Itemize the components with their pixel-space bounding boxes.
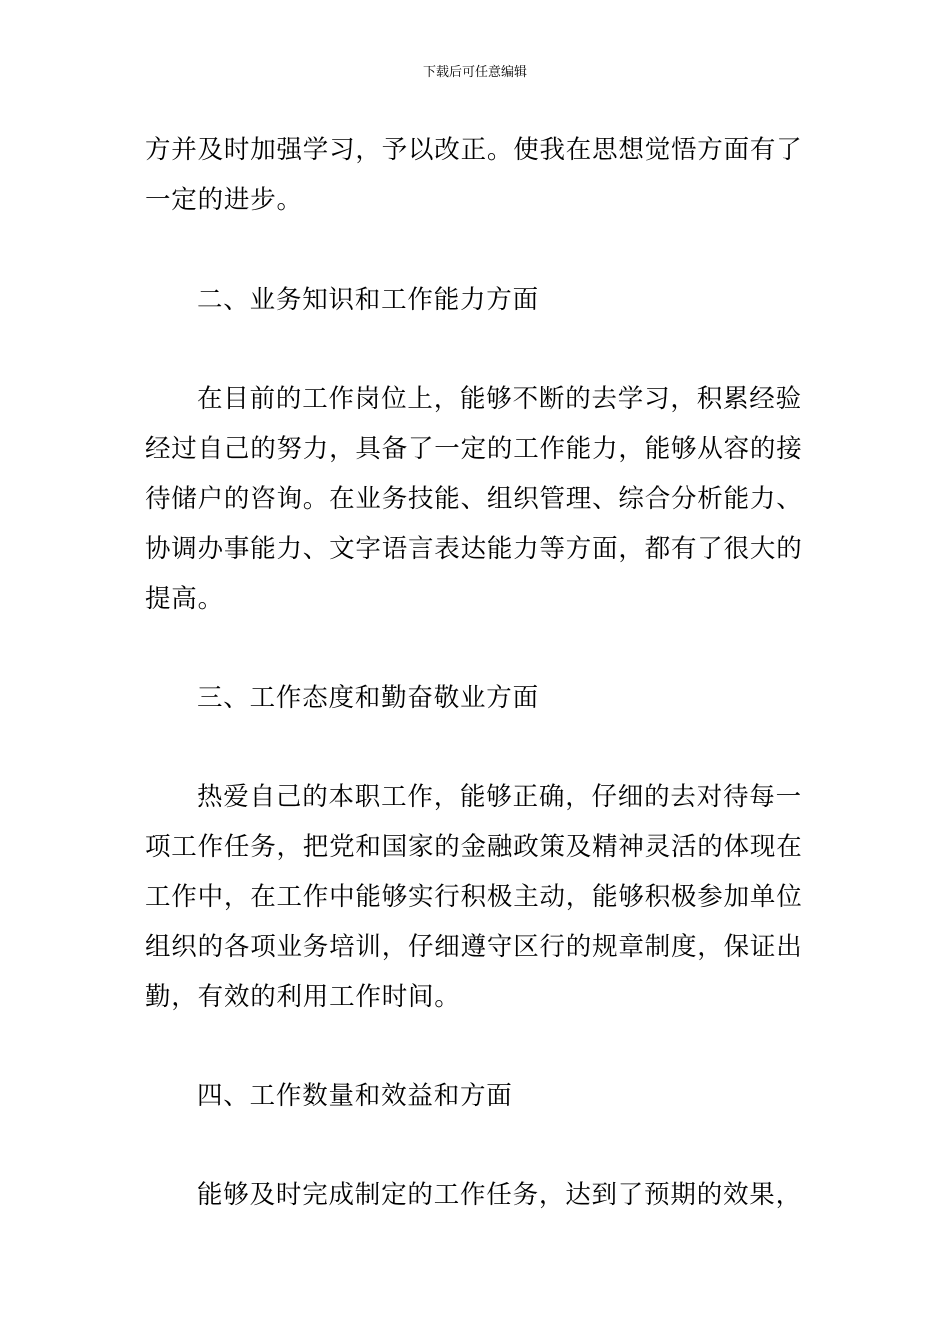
paragraph-section-2: 在目前的工作岗位上，能够不断的去学习，积累经验经过自己的努力，具备了一定的工作能力，能够从容的接待储户的咨询。在业务技能、组织管理、综合分析能力、协调办事能力、文字语言表达能力等方面，都有了很大的提高。 <box>145 384 803 614</box>
section-heading-4: 四、工作数量和效益和方面 <box>197 1081 513 1111</box>
paragraph-section-3: 热爱自己的本职工作，能够正确，仔细的去对待每一项工作任务，把党和国家的金融政策及精神灵活的体现在工作中，在工作中能够实行积极主动，能够积极参加单位组织的各项业务培训，仔细遵守区行的规章制度，保证出勤，有效的利用工作时间。 <box>145 782 803 1012</box>
page-header: 下载后可任意编辑 <box>422 65 527 80</box>
paragraph-continuation: 方并及时加强学习，予以改正。使我在思想觉悟方面有了一定的进步。 <box>145 135 803 215</box>
paragraph-section-4: 能够及时完成制定的工作任务，达到了预期的效果， <box>197 1180 802 1210</box>
section-heading-2: 二、业务知识和工作能力方面 <box>197 285 539 315</box>
section-heading-3: 三、工作态度和勤奋敬业方面 <box>197 683 539 713</box>
